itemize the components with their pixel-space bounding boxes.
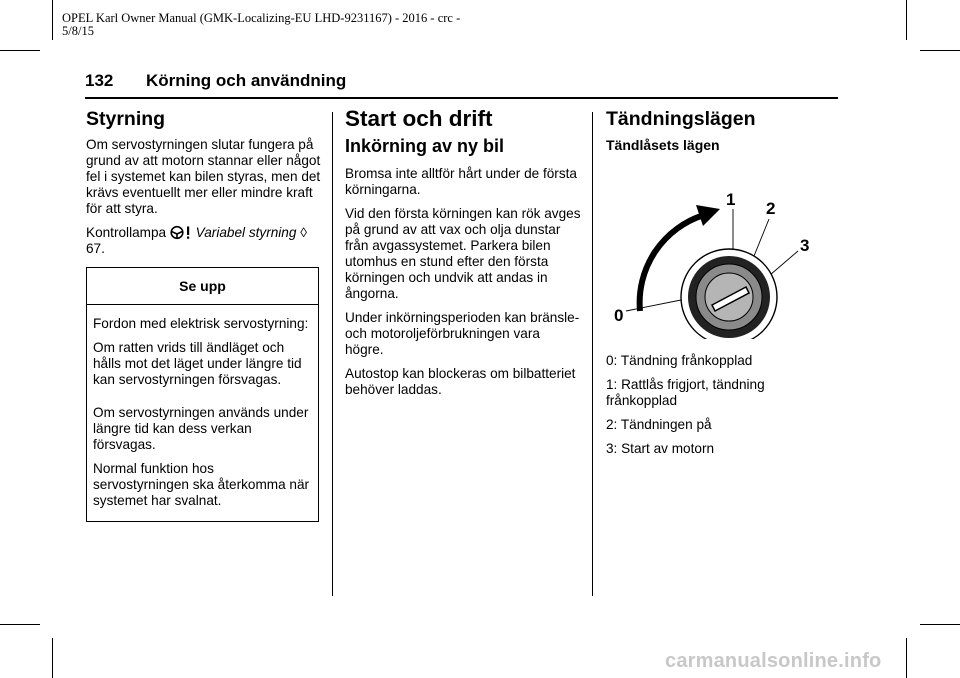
watermark: carmanualsonline.info — [665, 650, 882, 672]
caution-paragraph-2: Om ratten vrids till ändläget och hålls mot det läget under längre tid kan servostyrningen försvagas. — [93, 340, 302, 387]
steering-reference — [86, 225, 322, 257]
caution-paragraph-1: Fordon med elektrisk servostyrning: — [93, 316, 309, 331]
break-in-paragraph-4: Autostop kan blockeras om bilbatteriet behöver laddas. — [345, 366, 576, 397]
document-header — [62, 12, 532, 38]
column-divider-2 — [592, 112, 593, 596]
ignition-position-3: 3: Start av motorn — [606, 441, 715, 456]
position-label-0: 0 — [614, 306, 624, 325]
ignition-position-2: 2: Tändningen på — [606, 417, 712, 432]
column-start-operation — [345, 106, 581, 406]
caution-title: Se upp — [87, 268, 318, 305]
ignition-position-1: 1: Rattlås frigjort, tändning frånkopplad — [606, 377, 765, 408]
document-header-line1: OPEL Karl Owner Manual (GMK-Localizing-EU LHD-9231167) - 2016 - crc - — [62, 11, 461, 25]
reference-prefix: Kontrollampa — [86, 225, 167, 240]
column-steering — [86, 108, 322, 522]
ignition-position-0: 0: Tändning frånkopplad — [606, 353, 753, 368]
break-in-paragraph-2: Vid den första körningen kan rök avges på grund av att vax och olja dunstar från avgassystemet. Parkera bilen utomhus en stund efter den första körningen och undvik att andas in ångorna. — [345, 206, 581, 301]
page-number: 132 — [85, 71, 114, 90]
caution-box — [86, 267, 319, 522]
crop-mark-top-right-h — [920, 50, 960, 51]
steering-paragraph: Om servostyrningen slutar fungera på grund av att motorn stannar eller något fel i systemet kan bilen styras, men det krävs eventuellt mer eller mindre kraft för att styra. — [86, 137, 321, 216]
crop-mark-bottom-right-h — [920, 624, 960, 625]
break-in-paragraph-1: Bromsa inte alltför hårt under de första körningarna. — [345, 166, 577, 197]
crop-mark-top-left-h — [0, 50, 40, 51]
header-rule — [85, 97, 838, 99]
crop-mark-bottom-left-h — [0, 624, 40, 625]
section-heading-ignition: Tändningslägen — [606, 108, 756, 130]
steering-warning-icon — [170, 225, 192, 240]
break-in-paragraph-3: Under inkörningsperioden kan bränsle- och motoroljeförbrukningen vara högre. — [345, 310, 580, 357]
reference-arrow-icon: ◊ — [300, 225, 307, 240]
crop-mark-top-right — [906, 0, 907, 40]
ignition-switch-illustration — [604, 179, 834, 339]
reference-link[interactable]: Variabel styrning — [195, 225, 297, 240]
reference-page[interactable]: 67. — [86, 241, 105, 256]
subsection-heading-break-in: Inkörning av ny bil — [345, 136, 505, 156]
column-ignition — [606, 108, 838, 465]
position-label-3: 3 — [800, 236, 810, 255]
crop-mark-bottom-left — [52, 638, 53, 678]
caution-body — [87, 305, 318, 521]
chapter-title: Körning och användning — [146, 71, 347, 90]
document-header-line2: 5/8/15 — [62, 24, 94, 38]
caution-paragraph-3: Om servostyrningen används under längre tid kan dess verkan försvagas. — [93, 405, 309, 452]
section-heading-steering: Styrning — [86, 108, 166, 130]
caution-paragraph-4: Normal funktion hos servostyrningen ska återkomma när systemet har svalnat. — [93, 461, 310, 508]
subsection-heading-ignition-positions: Tändlåsets lägen — [606, 137, 720, 153]
crop-mark-bottom-right — [906, 638, 907, 678]
crop-mark-top-left — [52, 0, 53, 40]
position-label-1: 1 — [726, 190, 736, 209]
section-heading-start: Start och drift — [345, 106, 493, 131]
column-divider-1 — [332, 112, 333, 596]
position-label-2: 2 — [766, 199, 776, 218]
